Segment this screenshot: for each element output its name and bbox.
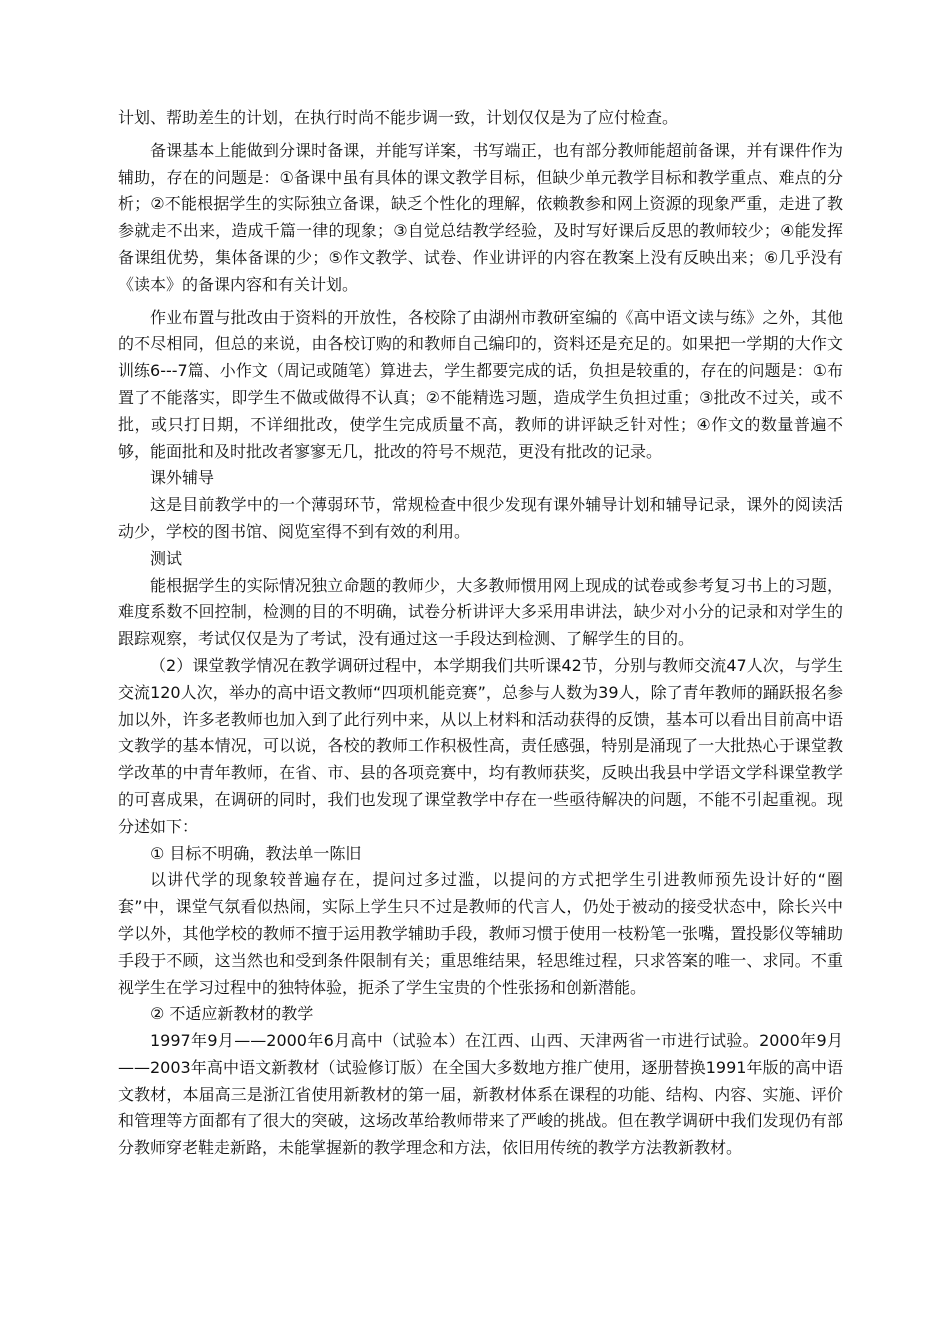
paragraph-unclear-goals: 以讲代学的现象较普遍存在，提问过多过滥，以提问的方式把学生引进教师预先设计好的“圈套”中，课堂气氛看似热闹，实际上学生只不过是教师的代言人，仍处于被动的接受状态中，除长兴中学以外，其他学校的教师不擅于运用教学辅助手段，教师习惯于使用一枝粉笔一张嘴，置投影仪等辅助手段于不顾，这当然也和受到条件限制有关；重思维结果，轻思维过程，只求答案的唯一、求同。不重视学生在学习过程中的独特体验，扼杀了学生宝贵的个性张扬和创新潜能。 xyxy=(118,870,843,997)
paragraph-new-textbook: 1997年9月——2000年6月高中（试验本）在江西、山西、天津两省一市进行试验。2000年9月——2003年高中语文新教材（试验修订版）在全国大多数地方推广使用，逐册替换1991年版的高中语文教材，本届高三是浙江省使用新教材的第一届，新教材体系在课程的功能、结构、内容、实施、评价和管理等方面都有了很大的突破，这场改革给教师带来了严峻的挑战。但在教学调研中我们发现仍有部分教师穿老鞋走新路，未能掌握新的教学理念和方法，依旧用传统的教学方法教新教材。 xyxy=(118,1031,843,1158)
paragraph-homework: 作业布置与批改由于资料的开放性，各校除了由湖州市教研室编的《高中语文读与练》之外，其他的不尽相同，但总的来说，由各校订购的和教师自己编印的，资料还是充足的。如果把一学期的大作文训练6---7篇、小作文（周记或随笔）算进去，学生都要完成的话，负担是较重的，存在的问题是：①布置了不能落实，即学生不做或做得不认真；②不能精选习题，造成学生负担过重；③批改不过关，或不批，或只打日期，不详细批改，使学生完成质量不高，教师的讲评缺乏针对性；④作文的数量普遍不够，能面批和及时批改者寥寥无几，批改的符号不规范，更没有批改的记录。 xyxy=(118,307,843,461)
paragraph-lesson-preparation: 备课基本上能做到分课时备课，并能写详案，书写端正，也有部分教师能超前备课，并有课件作为辅助，存在的问题是：①备课中虽有具体的课文教学目标，但缺少单元教学目标和教学重点、难点的分析；②不能根据学生的实际独立备课，缺乏个性化的理解，依赖教参和网上资源的现象严重，走进了教参就走不出来，造成千篇一律的现象；③自觉总结教学经验，及时写好课后反思的教师较少；④能发挥备课组优势，集体备课的少；⑤作文教学、试卷、作业讲评的内容在教案上没有反映出来；⑥几乎没有《读本》的备课内容和有关计划。 xyxy=(118,140,843,294)
paragraph-extracurricular-tutoring: 这是目前教学中的一个薄弱环节，常规检查中很少发现有课外辅导计划和辅导记录，课外的阅读活动少，学校的图书馆、阅览室得不到有效的利用。 xyxy=(118,495,843,541)
paragraph-classroom-teaching: （2）课堂教学情况在教学调研过程中，本学期我们共听课42节，分别与教师交流47人次，与学生交流120人次，举办的高中语文教师“四项机能竞赛”，总参与人数为39人，除了青年教师的踊跃报名参加以外，许多老教师也加入到了此行列中来，从以上材料和活动获得的反馈，基本可以看出目前高中语文教学的基本情况，可以说，各校的教师工作积极性高，责任感强，特别是涌现了一大批热心于课堂教学改革的中青年教师，在省、市、县的各项竞赛中，均有教师获奖，反映出我县中学语文学科课堂教学的可喜成果，在调研的同时，我们也发现了课堂教学中存在一些亟待解决的问题，不能不引起重视。现分述如下： xyxy=(118,655,843,836)
heading-testing: 测试 xyxy=(150,548,183,568)
paragraph-testing: 能根据学生的实际情况独立命题的教师少，大多教师惯用网上现成的试卷或参考复习书上的习题，难度系数不回控制，检测的目的不明确，试卷分析讲评大多采用串讲法，缺少对小分的记录和对学生的跟踪观察，考试仅仅是为了考试，没有通过这一手段达到检测、了解学生的目的。 xyxy=(118,575,843,649)
heading-new-textbook: ② 不适应新教材的教学 xyxy=(150,1004,314,1024)
paragraph-plan-continuation: 计划、帮助差生的计划，在执行时尚不能步调一致，计划仅仅是为了应付检查。 xyxy=(118,108,679,127)
heading-extracurricular-tutoring: 课外辅导 xyxy=(150,468,215,488)
heading-unclear-goals: ① 目标不明确，教法单一陈旧 xyxy=(150,843,362,863)
